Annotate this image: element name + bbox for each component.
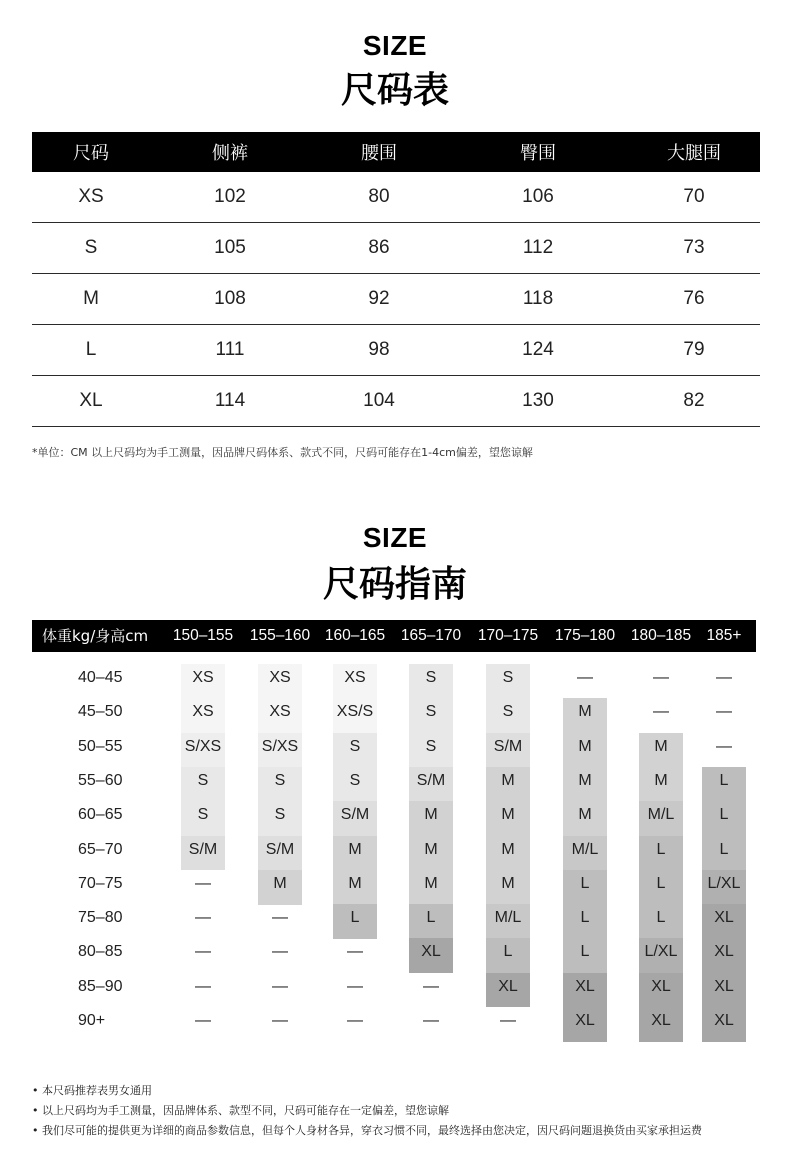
- weight-label: 65–70: [78, 840, 123, 858]
- guide-corner-label: 体重kg/身高cm: [42, 627, 149, 645]
- guide-notes: [32, 1081, 702, 1141]
- size-row: [32, 376, 760, 427]
- guide-cell: S: [502, 703, 514, 721]
- guide-cell: XL: [575, 977, 595, 995]
- guide-cell: L: [580, 909, 590, 927]
- guide-cell: L: [503, 943, 513, 961]
- guide-cell: XS/S: [336, 703, 374, 721]
- guide-cell: —: [716, 737, 732, 755]
- guide-cell: L: [719, 806, 729, 824]
- weight-label: 85–90: [78, 977, 123, 995]
- weight-label: 40–45: [78, 669, 123, 686]
- size-note: *单位：CM 以上尺码均为手工测量，因品牌尺码体系、款式不同，尺码可能存在1-4cm偏差，望您谅解: [32, 446, 533, 459]
- size-cell: 98: [368, 339, 390, 360]
- guide-cell: M: [654, 771, 668, 789]
- size-table-header: [32, 132, 760, 172]
- guide-cell: —: [653, 703, 669, 721]
- guide-cell: —: [272, 1012, 288, 1029]
- size-cell: 114: [214, 390, 246, 411]
- guide-cell: —: [272, 943, 288, 961]
- size-cell: 86: [368, 237, 390, 258]
- guide-cell: XL: [714, 909, 734, 927]
- size-row: [32, 172, 760, 223]
- guide-cell: S: [425, 737, 437, 755]
- guide-cell: S: [349, 737, 361, 755]
- guide-cell: XS: [344, 669, 366, 686]
- size-cell: L: [85, 339, 97, 360]
- height-label: 170–175: [477, 627, 539, 644]
- guide-cell: M/L: [571, 840, 599, 858]
- guide-cell: M: [348, 840, 362, 858]
- guide-cell: L/XL: [644, 943, 678, 961]
- guide-cell: M: [424, 874, 438, 892]
- size-cell: 111: [215, 339, 245, 360]
- guide-cell: —: [423, 977, 439, 995]
- note-item: • 我们尽可能的提供更为详细的商品参数信息，但每个人身材各异，穿衣习惯不同，最终选择由您决定，因尺码问题退换货由买家承担运费: [32, 1124, 702, 1137]
- header-side-length: 侧裤: [212, 143, 248, 164]
- height-label: 160–165: [324, 627, 386, 644]
- guide-cell: L: [719, 771, 729, 789]
- guide-cell: S/XS: [184, 737, 222, 755]
- size-cell: XL: [79, 390, 103, 411]
- guide-cell: M/L: [647, 806, 675, 824]
- guide-cell: L: [580, 943, 590, 961]
- guide-cell: XL: [498, 977, 518, 995]
- weight-label: 45–50: [78, 703, 123, 721]
- size-cell: 80: [368, 186, 390, 207]
- guide-cell: —: [347, 1012, 363, 1029]
- size-row: [32, 325, 760, 376]
- guide-cell: XS: [192, 703, 214, 721]
- height-label: 185+: [706, 627, 742, 644]
- guide-cell: S: [502, 669, 514, 686]
- guide-title-zh: 尺码指南: [322, 564, 467, 605]
- header-hip: 臀围: [520, 143, 556, 164]
- guide-title-en: SIZE: [362, 522, 428, 553]
- size-cell: 82: [683, 390, 705, 411]
- height-label: 150–155: [172, 627, 234, 644]
- guide-cell: S/M: [265, 840, 295, 858]
- guide-cell: M: [273, 874, 287, 892]
- guide-cell: —: [272, 977, 288, 995]
- guide-cell: S: [425, 669, 437, 686]
- size-cell: M: [83, 288, 99, 309]
- guide-cell: —: [716, 669, 732, 686]
- size-table: [32, 132, 760, 427]
- guide-cell: XL: [714, 977, 734, 995]
- guide-cell: —: [347, 943, 363, 961]
- weight-label: 90+: [78, 1012, 106, 1029]
- guide-cell: —: [577, 669, 593, 686]
- header-thigh: 大腿围: [667, 143, 721, 164]
- size-cell: 124: [522, 339, 554, 360]
- guide-cell: M: [578, 806, 592, 824]
- guide-cell: XS: [269, 669, 291, 686]
- guide-cell: S: [274, 806, 286, 824]
- size-cell: 112: [522, 237, 554, 258]
- guide-cell: XL: [651, 1012, 671, 1029]
- size-row: [32, 223, 760, 274]
- guide-cell: M/L: [494, 909, 522, 927]
- guide-cell: S/M: [340, 806, 370, 824]
- guide-cell: L: [656, 874, 666, 892]
- guide-cell: L: [656, 840, 666, 858]
- guide-cell: —: [423, 1012, 439, 1029]
- guide-cell: S: [425, 703, 437, 721]
- size-cell: XS: [78, 186, 104, 207]
- guide-cell: —: [500, 1012, 516, 1029]
- guide-cell: M: [501, 771, 515, 789]
- guide-cell: S: [197, 771, 209, 789]
- height-label: 155–160: [249, 627, 311, 644]
- note-item: • 以上尺码均为手工测量，因品牌体系、款型不同，尺码可能存在一定偏差，望您谅解: [32, 1104, 449, 1117]
- weight-label: 60–65: [78, 806, 123, 824]
- guide-cell: M: [578, 703, 592, 721]
- guide-cell: XS: [192, 669, 214, 686]
- guide-header: [32, 620, 756, 652]
- size-cell: 130: [522, 390, 554, 411]
- guide-cell: —: [195, 1012, 211, 1029]
- weight-label: 80–85: [78, 943, 123, 961]
- guide-cell: S/M: [493, 737, 523, 755]
- guide-cell: XL: [575, 1012, 595, 1029]
- size-cell: 108: [214, 288, 246, 309]
- size-cell: 104: [363, 390, 395, 411]
- note-item: • 本尺码推荐表男女通用: [32, 1084, 152, 1097]
- guide-cell: —: [195, 909, 211, 927]
- guide-cell: S/M: [188, 840, 218, 858]
- guide-cell: —: [272, 909, 288, 927]
- guide-cell: M: [424, 806, 438, 824]
- size-cell: 105: [214, 237, 246, 258]
- guide-cell: —: [195, 874, 211, 892]
- weight-label: 75–80: [78, 909, 123, 927]
- size-cell: 92: [368, 288, 390, 309]
- guide-cell: S: [349, 771, 361, 789]
- size-cell: 73: [683, 237, 705, 258]
- size-row: [32, 274, 760, 325]
- size-cell: 118: [522, 288, 554, 309]
- guide-cell: L: [350, 909, 360, 927]
- guide-cell: M: [578, 737, 592, 755]
- guide-cell: L: [719, 840, 729, 858]
- guide-cell: XL: [421, 943, 441, 961]
- guide-cell: S/M: [416, 771, 446, 789]
- guide-cell: XS: [269, 703, 291, 721]
- guide-cell: M: [501, 806, 515, 824]
- weight-label: 50–55: [78, 737, 123, 755]
- guide-cell: —: [195, 977, 211, 995]
- guide-cell: M: [654, 737, 668, 755]
- guide-cell: S/XS: [261, 737, 299, 755]
- guide-cell: L/XL: [707, 874, 741, 892]
- height-label: 180–185: [630, 627, 692, 644]
- guide-cell: M: [348, 874, 362, 892]
- guide-cell: M: [424, 840, 438, 858]
- guide-cell: —: [195, 943, 211, 961]
- header-waist: 腰围: [361, 143, 397, 164]
- guide-cell: —: [653, 669, 669, 686]
- header-size: 尺码: [73, 143, 109, 164]
- guide-cell: M: [578, 771, 592, 789]
- guide-cell: XL: [714, 943, 734, 961]
- weight-label: 55–60: [78, 771, 123, 789]
- guide-cell: L: [426, 909, 436, 927]
- weight-label: 70–75: [78, 874, 123, 892]
- guide-cell: —: [347, 977, 363, 995]
- guide-cell: —: [716, 703, 732, 721]
- size-cell: 106: [522, 186, 554, 207]
- size-cell: S: [84, 237, 98, 258]
- height-label: 165–170: [400, 627, 462, 644]
- guide-cell: S: [197, 806, 209, 824]
- size-cell: 76: [683, 288, 705, 309]
- height-label: 175–180: [554, 627, 616, 644]
- guide-cell: L: [656, 909, 666, 927]
- size-cell: 102: [214, 186, 246, 207]
- size-title-en: SIZE: [362, 30, 428, 61]
- size-title-zh: 尺码表: [340, 70, 449, 111]
- guide-cell: S: [274, 771, 286, 789]
- guide-cell: L: [580, 874, 590, 892]
- guide-cell: M: [501, 874, 515, 892]
- size-cell: 79: [683, 339, 705, 360]
- guide-cell: M: [501, 840, 515, 858]
- guide-cell: XL: [714, 1012, 734, 1029]
- size-cell: 70: [683, 186, 705, 207]
- guide-cell: XL: [651, 977, 671, 995]
